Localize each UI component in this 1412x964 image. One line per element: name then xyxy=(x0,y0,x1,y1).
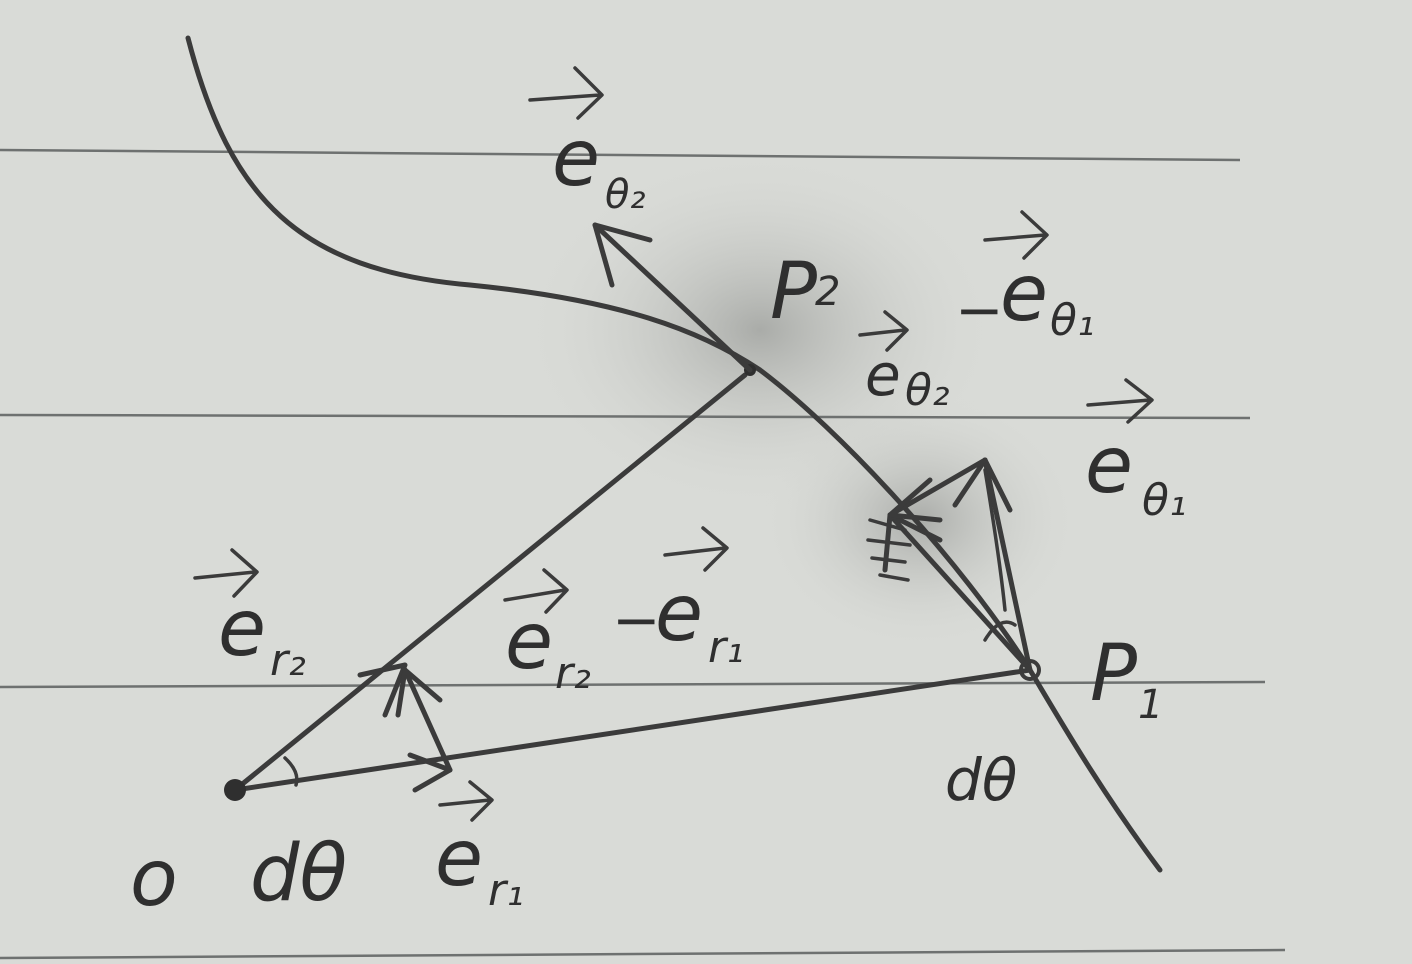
label-diff-theta-a-sub: θ₂ xyxy=(905,365,950,416)
label-p1-sub: 1 xyxy=(1138,682,1164,728)
ruled-line xyxy=(0,950,1285,958)
label-e-theta2-base: e xyxy=(552,114,600,204)
label-p1: P xyxy=(1090,629,1138,719)
label-arrow xyxy=(1088,380,1152,422)
ruled-line xyxy=(0,150,1240,160)
label-dtheta-origin: dθ xyxy=(250,829,348,919)
label-e-r1-sub: r₁ xyxy=(488,865,524,916)
label-diff-r-b-sub: r₁ xyxy=(708,622,744,673)
label-dtheta-p1: dθ xyxy=(945,746,1018,814)
label-e-theta1-base: e xyxy=(1085,421,1133,511)
label-e-theta1-sub: θ₁ xyxy=(1142,475,1187,526)
ruled-line xyxy=(0,682,1265,687)
point-o-dot xyxy=(224,779,246,801)
label-diff-theta-a: e xyxy=(865,341,901,409)
arrowhead-diff-r xyxy=(398,670,440,715)
label-o: o xyxy=(130,834,178,924)
label-e-theta2-sub: θ₂ xyxy=(605,172,646,218)
label-diff-r-a-sub: r₂ xyxy=(555,648,591,699)
label-e-r2-sub: r₂ xyxy=(270,635,306,686)
label-e-r1-base: e xyxy=(435,814,483,904)
label-diff-r-b: e xyxy=(655,569,703,659)
label-diff-theta-b: e xyxy=(1000,249,1048,339)
label-diff-theta-b-sub: θ₁ xyxy=(1050,295,1095,346)
label-p2-sub: 2 xyxy=(815,269,841,315)
label-arrow xyxy=(665,528,727,570)
ruled-line xyxy=(0,415,1250,418)
label-p2: P xyxy=(770,247,818,337)
radius-line-op1 xyxy=(235,670,1030,790)
label-e-r2-base: e xyxy=(218,584,266,674)
label-diff-r-a: e xyxy=(505,597,553,687)
label-diff-r-op: − xyxy=(612,586,661,654)
label-diff-theta-op: − xyxy=(955,276,1004,344)
label-arrow xyxy=(530,68,602,118)
